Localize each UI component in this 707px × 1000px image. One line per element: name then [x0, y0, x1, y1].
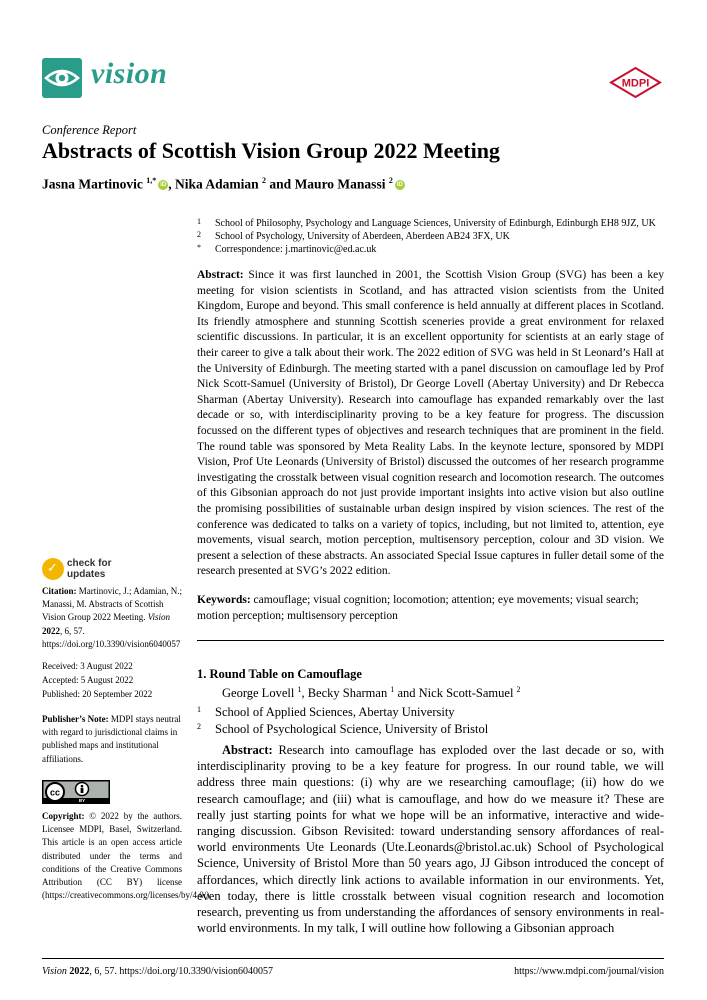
publisher-note	[42, 713, 182, 766]
publisher-note-label: Publisher’s Note:	[42, 714, 109, 724]
footer-citation	[42, 966, 273, 977]
journal-name: vision	[91, 57, 168, 90]
author-affil-mark: 1	[297, 685, 302, 694]
mdpi-logo	[609, 67, 662, 98]
section-heading: 1. Round Table on Camouflage	[197, 667, 362, 681]
section-author-list: George Lovell $^1$, Becky Sharman $^1$ and Nick Scott-Samuel $^2$	[222, 685, 521, 701]
author-name: George Lovell	[222, 686, 295, 701]
author-name[interactable]: Mauro Manassi	[294, 176, 386, 192]
keywords	[197, 593, 664, 624]
keywords-text: camouflage; visual cognition; locomotion; attention; eye movements; visual search; motion perception; multisensory perception	[197, 594, 639, 622]
article-title: Abstracts of Scottish Vision Group 2022 Meeting	[42, 138, 500, 163]
vision-logo-icon	[42, 58, 82, 98]
footer-journal-url[interactable]: https://www.mdpi.com/journal/vision	[514, 966, 664, 977]
affiliation-mark: 1	[197, 217, 201, 226]
footer-journal: Vision	[42, 966, 67, 977]
section-divider	[197, 640, 664, 641]
affiliation-text: School of Psychological Science, University of Bristol	[215, 722, 489, 736]
correspondence-text[interactable]: Correspondence: j.martinovic@ed.ac.uk	[215, 244, 377, 255]
citation-journal: Vision	[147, 612, 171, 623]
section-body-text: Research into camouflage has exploded over the last decade or so, with interdisciplinarity proving to be a key feature for progress. In our round table, we will address three main questions: (i) why are we researching camouflage; (ii) how do we research camouflage; and (iii) what is camouflage, and how do we measure it? These are really just starting points for what we hope will be an informative, interactive and wide-ranging discussion. Gibson Revisited: toward understanding sensory affordances of real-world environments Ute Leonards (Ute.Leonards@bristol.ac.uk) School of Psychological Science, University of Bristol More than 50 years ago, JJ Gibson introduced the concept of affordances, which directly link actions to available information in our environments. Yet, even today, there is little crosstalk between visual cognition research and locomotion research, preventing us from understanding the affordances of sensory environments in real-world environments. In my talk, I will outline how following a Gibsonian approach	[197, 743, 665, 936]
affiliation-mark: 2	[197, 230, 201, 239]
copyright-notice	[42, 810, 212, 902]
affiliation-text: School of Psychology, University of Aberdeen, Aberdeen AB24 3FX, UK	[215, 231, 510, 242]
publisher-note-text: MDPI stays neutral with regard to jurisdictional claims in published maps and institutional affiliations.	[42, 714, 181, 764]
section-affiliation	[197, 722, 488, 737]
author-separator: and	[397, 686, 416, 701]
abstract	[197, 268, 664, 580]
author-list	[42, 176, 405, 193]
author-name[interactable]: Nika Adamian	[175, 176, 259, 192]
check-updates-line2: updates	[67, 569, 106, 580]
author-name: Nick Scott-Samuel	[418, 686, 514, 701]
citation-text: Martinovic, J.; Adamian, N.; Manassi, M. Abstracts of Scottish Vision Group 2022 Meeting.	[42, 586, 182, 623]
cc-by-label: BY	[78, 797, 86, 803]
check-for-updates-button[interactable]	[42, 558, 152, 580]
copyright-text: © 2022 by the authors. Licensee MDPI, Basel, Switzerland. This article is an open access article distributed under the terms and conditions of the Creative Commons Attribution (CC BY) license (https://creativecommons.org/licenses/by/4.0/).	[42, 811, 212, 901]
author-affil-mark: 1,*	[146, 176, 157, 185]
check-updates-line1: check for	[67, 558, 112, 569]
author-affil-mark: 2	[516, 685, 521, 694]
author-name[interactable]: Jasna Martinovic	[42, 176, 143, 192]
author-affil-mark: 2	[262, 176, 267, 185]
article-type: Conference Report	[42, 123, 137, 137]
affiliation-mark: 1	[197, 705, 201, 714]
cc-by-license-icon[interactable]	[42, 780, 110, 804]
check-updates-icon: ✓	[42, 558, 64, 580]
abstract-label: Abstract:	[197, 269, 244, 281]
affiliation-mark: 2	[197, 722, 201, 731]
affiliation	[197, 217, 656, 229]
section-body	[197, 742, 664, 936]
author-separator: and	[269, 176, 292, 192]
section-affiliation	[197, 705, 455, 720]
accepted-date: Accepted: 5 August 2022	[42, 675, 134, 685]
footer-divider	[42, 958, 664, 959]
received-date: Received: 3 August 2022	[42, 661, 133, 671]
author-name: Becky Sharman	[307, 686, 388, 701]
correspondence	[197, 243, 376, 255]
citation-label: Citation:	[42, 586, 77, 596]
published-date: Published: 20 September 2022	[42, 689, 153, 699]
copyright-label: Copyright:	[42, 811, 85, 821]
mdpi-logo-text: MDPI	[621, 77, 650, 90]
orcid-icon[interactable]: iD	[160, 181, 167, 188]
affiliation-mark: *	[197, 243, 201, 252]
affiliation	[197, 230, 510, 242]
citation-year: 2022	[42, 625, 60, 636]
abstract-text: Since it was first launched in 2001, the Scottish Vision Group (SVG) has been a key meeting for vision scientists in Scotland, and has attracted vision scientists from the United Kingdom, Europe and beyond. This small conference is held annually at different places in Scotland. Its friendly atmosphere and stunning Scottish sceneries provide a great environment for relaxed scientific discussions. In particular, it is an excellent opportunity for scientists at an early stage of their career to give a talk about their work. The 2022 edition of SVG was held in St Leonard’s Hall at the University of Edinburgh. The meeting started with a panel discussion on camouflage led by Prof Nick Scott-Samuel (University of Bristol), Dr George Lovell (Abertay University) and Dr Rebecca Sharman (Abertay University). Research into camouflage has expanded remarkably over the last decade or so, with interdisciplinarity proving to be a key feature for progress. The discussion focussed on the different types of objectives and research techniques that are prominent in the field. The round table was sponsored by Meta Reality Labs. In the keynote lecture, sponsored by MDPI Vision, Prof Ute Leonards (University of Bristol) discussed the outcomes of her research programme investigating the crosstalk between visual cognition research and locomotion research. The outcomes of this Gibsonian approach do not just provide important insights into active vision but also outline the promising possibilities of sustainable urban design inspired by vision sciences. The rest of the conference was dedicated to talks on a variety of topics, including, but not limited to, attention, eye movements, visual search, motion perception, multisensory perception, colour and 3D vision. We present a selection of these abstracts. An associated Special Issue captures in fuller detail some of the research presented at SVG’s 2022 edition.	[197, 269, 665, 578]
affiliation-text: School of Applied Sciences, Abertay University	[215, 705, 455, 719]
author-separator: ,	[168, 176, 172, 192]
author-affil-mark: 1	[390, 685, 395, 694]
author-affil-mark: 2	[388, 176, 393, 185]
section-abstract-label: Abstract:	[222, 743, 273, 757]
affiliation-text: School of Philosophy, Psychology and Language Sciences, University of Edinburgh, Edinburgh EH8 9JZ, UK	[215, 218, 656, 229]
keywords-label: Keywords:	[197, 594, 251, 606]
orcid-icon[interactable]: iD	[396, 181, 403, 188]
citation-doi[interactable]: , 6, 57. https://doi.org/10.3390/vision6040057	[42, 625, 181, 649]
cc-label: cc	[49, 787, 61, 798]
footer-doi[interactable]: , 6, 57. https://doi.org/10.3390/vision6040057	[89, 966, 274, 977]
citation-box	[42, 585, 182, 651]
footer-year: 2022	[69, 966, 90, 977]
